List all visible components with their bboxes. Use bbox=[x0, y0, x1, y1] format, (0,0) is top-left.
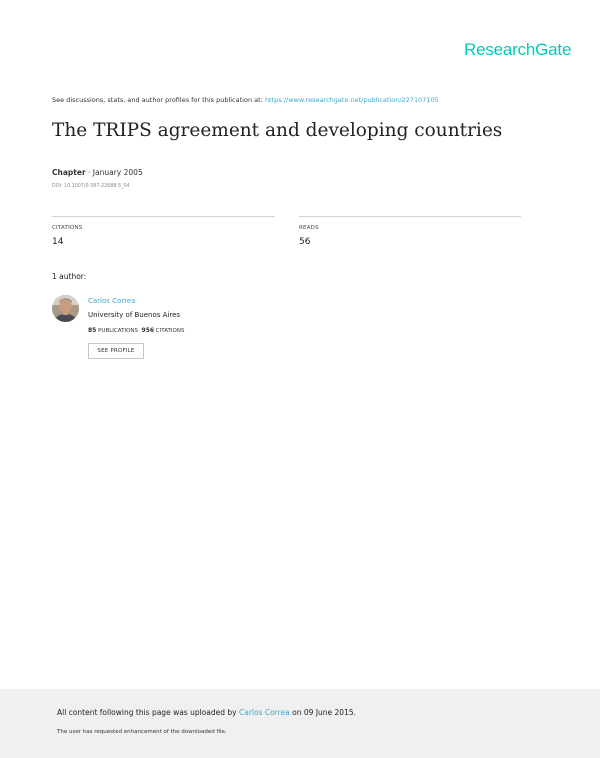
authors-heading: 1 author: bbox=[52, 272, 87, 281]
upload-prefix: All content following this page was uploaded by bbox=[57, 708, 239, 717]
author-institution: University of Buenos Aires bbox=[88, 311, 181, 319]
author-stats bbox=[88, 327, 184, 334]
publication-doi: DOI: 10.1007/0-387-22688-5_54 bbox=[52, 184, 130, 189]
author-name-link[interactable]: Carlos Correa bbox=[88, 297, 136, 305]
publication-meta bbox=[52, 168, 143, 177]
researchgate-logo[interactable]: ResearchGate bbox=[464, 40, 572, 59]
publication-date: · January 2005 bbox=[85, 168, 143, 177]
author-avatar[interactable] bbox=[52, 295, 79, 322]
see-text: See discussions, stats, and author profiles for this publication at: bbox=[52, 96, 265, 104]
publication-link-line bbox=[52, 96, 439, 104]
upload-info bbox=[57, 708, 356, 717]
reads-label: READS bbox=[299, 225, 319, 231]
citations-divider bbox=[52, 216, 275, 217]
publication-type: Chapter bbox=[52, 168, 86, 177]
enhancement-note: The user has requested enhancement of the downloaded file. bbox=[57, 729, 227, 735]
upload-suffix: on 09 June 2015. bbox=[289, 708, 357, 717]
uploader-link[interactable]: Carlos Correa bbox=[238, 708, 290, 717]
author-publications-label: PUBLICATIONS bbox=[98, 328, 139, 334]
author-photo-icon bbox=[52, 295, 79, 322]
author-publications-count: 85 bbox=[88, 327, 97, 334]
citations-value: 14 bbox=[52, 237, 64, 247]
reads-value: 56 bbox=[299, 237, 311, 247]
author-citations-count: 956 bbox=[141, 327, 155, 334]
author-citations-label: CITATIONS bbox=[155, 328, 185, 334]
citations-label: CITATIONS bbox=[52, 225, 83, 231]
footer bbox=[0, 689, 600, 758]
see-profile-button[interactable]: SEE PROFILE bbox=[88, 343, 144, 359]
publication-title: The TRIPS agreement and developing countries bbox=[52, 120, 503, 141]
reads-divider bbox=[299, 216, 521, 217]
publication-url-link[interactable]: https://www.researchgate.net/publication/227107105 bbox=[264, 96, 439, 104]
